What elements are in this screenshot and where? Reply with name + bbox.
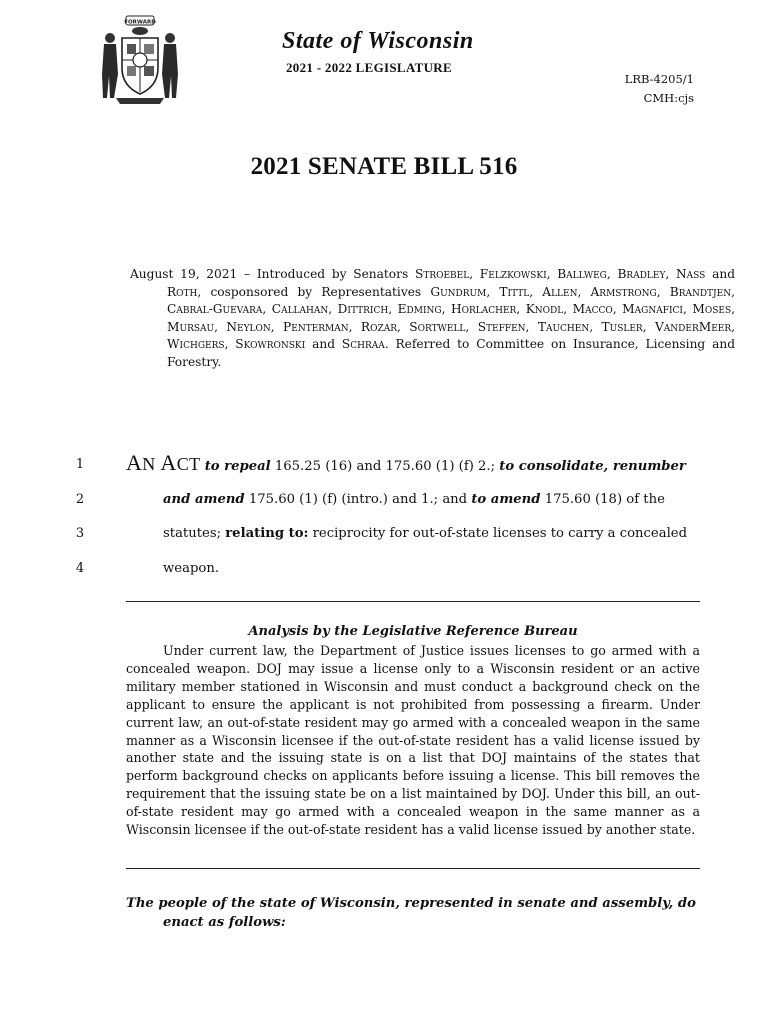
representatives-list: Gundrum, Tittl, Allen, Armstrong, Brandtjen, Cabral-Guevara, Callahan, Dittrich, Edming, Horlacher, Knodl, Macco, Magnafici, Moses, Mursau, Neylon, Penterman, Rozar, Sortwell, Steffen, Tauchen, Tusler, VanderMeer, Wichgers, Skowronski	[167, 284, 735, 352]
to-consolidate: to consolidate, renumber	[499, 459, 686, 474]
analysis-title: Analysis by the Legislative Reference Bureau	[248, 624, 578, 639]
relating-to: relating to:	[225, 526, 309, 541]
act-line-1	[126, 450, 700, 476]
cosponsor-text: , cosponsored by Representatives	[197, 284, 422, 299]
senator-last: Roth	[167, 284, 198, 299]
committee-referral: . Referred to Committee on Insurance, Licensing and Forestry.	[167, 337, 736, 369]
intro-lead: August 19, 2021 – Introduced by Senators	[130, 267, 409, 281]
act-line-2	[163, 492, 700, 507]
representative-last: Schraa	[341, 337, 385, 352]
intro-and-2: and	[312, 337, 335, 352]
drafter-initials: CMH:cjs	[643, 91, 694, 105]
bill-title: 2021 SENATE BILL 516	[250, 153, 518, 180]
and-amend: and amend	[163, 492, 245, 507]
line-number: 2	[75, 492, 85, 507]
intro-and: and	[712, 267, 736, 281]
enacting-clause: The people of the state of Wisconsin, represented in senate and assembly, do enact as follows:	[126, 896, 696, 930]
line-number: 4	[75, 561, 85, 576]
amend-refs: 175.60 (1) (f) (intro.) and 1.; and	[244, 492, 472, 507]
to-repeal: to repeal	[204, 459, 271, 474]
act-line-4: weapon.	[163, 561, 220, 576]
analysis-body: Under current law, the Department of Justice issues licenses to go armed with a concealed weapon. DOJ may issue a license only to a Wisconsin resident or an active military member stationed in Wisconsin and must conduct a background check on the applicant to ensure the applicant is not prohibited from possessing a firearm. Under current law, an out-of-state resident may go armed with a concealed weapon in the same manner as a Wisconsin licensee if the out-of-state resident has a valid license issued by another state and the issuing state is on a list that DOJ maintains of the states that perform background checks on applicants before issuing a license. This bill removes the requirement that the issuing state be on a list maintained by DOJ. Under this bill, an out-of-state resident may go armed with a concealed weapon in the same manner as a Wisconsin licensee if the out-of-state resident has a valid license issued by another state.	[126, 643, 700, 838]
line-number: 1	[75, 457, 85, 472]
divider-top	[126, 601, 700, 602]
to-amend: to amend	[471, 492, 541, 507]
statutes: statutes;	[163, 526, 226, 541]
line-number: 3	[75, 526, 85, 541]
seal-motto: FORWARD	[124, 19, 156, 26]
introduction-paragraph	[130, 266, 735, 372]
amend-refs-2: 175.60 (18) of the	[540, 492, 665, 507]
lrb-code: LRB-4205/1	[624, 72, 694, 86]
state-seal	[96, 14, 184, 106]
legislature-session: 2021 - 2022 LEGISLATURE	[286, 60, 452, 75]
act-heading: AN ACT	[126, 450, 201, 475]
senators-list: Stroebel, Felzkowski, Ballweg, Bradley, Nass	[414, 267, 706, 281]
relating-text: reciprocity for out-of-state licenses to carry a concealed	[308, 526, 688, 541]
state-title: State of Wisconsin	[282, 28, 474, 54]
act-line-3	[163, 526, 700, 541]
repeal-refs: 165.25 (16) and 175.60 (1) (f) 2.;	[270, 459, 500, 474]
divider-bottom	[126, 868, 700, 869]
